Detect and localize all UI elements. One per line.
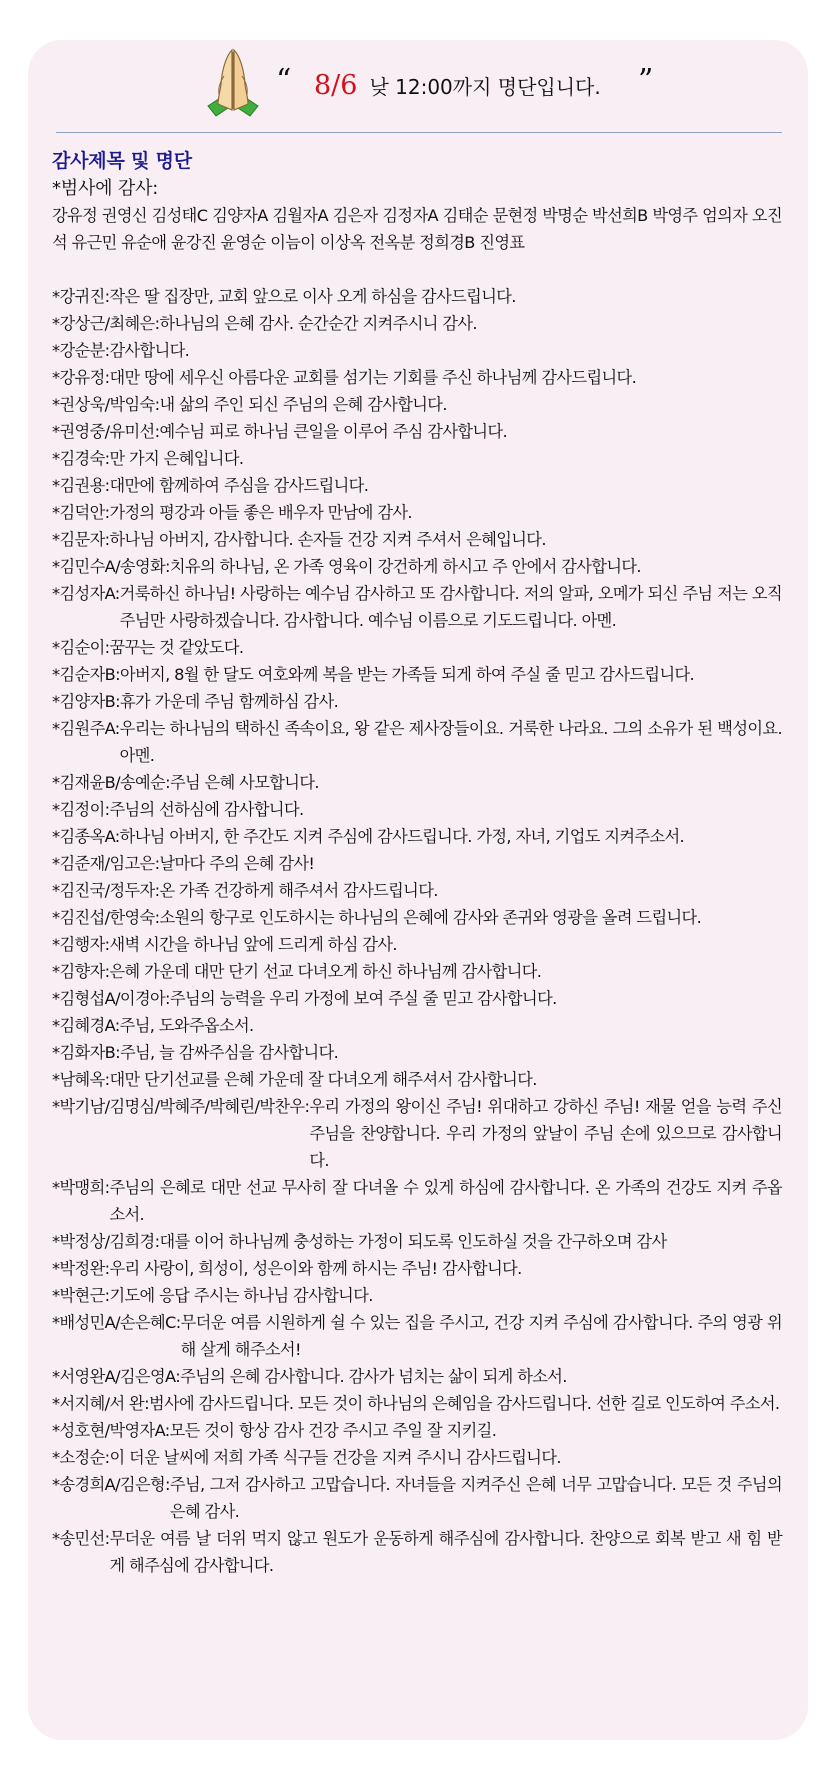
entry-message: 주님, 도와주옵소서. <box>119 1016 254 1035</box>
list-item <box>52 1012 782 1039</box>
entry-name: *김진섭/한영숙: <box>52 908 160 927</box>
entry-name: *박정상/김희경: <box>52 1232 160 1251</box>
entry-name: *박정완: <box>52 1259 110 1278</box>
list-item <box>52 769 782 796</box>
list-item <box>52 715 782 769</box>
entry-name: *김민수A/송영화: <box>52 557 170 576</box>
entry-name: *강순분: <box>52 341 110 360</box>
entry-name: *김향자: <box>52 962 110 981</box>
list-item <box>52 904 782 931</box>
entry-name: *송경희A/김은형: <box>52 1475 170 1494</box>
names-list: 강유정 권영신 김성태C 김양자A 김월자A 김은자 김정자A 김태순 문현정 박명순 박선희B 박영주 엄의자 오진석 유근민 유순애 윤강진 윤영순 이늠이 이상옥 전옥분 정희경B 진영표 <box>52 206 782 252</box>
entry-message: 우리는 하나님의 택하신 족속이요, 왕 같은 제사장들이요. 거룩한 나라요. 그의 소유가 된 백성이요. 아멘. <box>119 719 782 765</box>
entry-message: 이 더운 날씨에 저희 가족 식구들 건강을 지켜 주시니 감사드립니다. <box>109 1448 561 1467</box>
list-item <box>52 499 782 526</box>
entry-name: *김혜경A: <box>52 1016 120 1035</box>
entry-message: 우리 가정의 왕이신 주님! 위대하고 강하신 주님! 재물 얻을 능력 주신 주님을 찬양합니다. 우리 가정의 앞날이 주님 손에 있으므로 감사합니다. <box>309 1097 782 1170</box>
content <box>52 148 782 1579</box>
headline <box>314 70 601 101</box>
list-item <box>52 1525 782 1579</box>
entry-message: 대만에 함께하여 주심을 감사드립니다. <box>109 476 369 495</box>
list-item <box>52 1228 782 1255</box>
entry-message: 주님, 그저 감사하고 고맙습니다. 자녀들을 지켜주신 은혜 너무 고맙습니다. 모든 것 주님의 은혜 감사. <box>169 1475 782 1521</box>
entry-message: 치유의 하나님, 온 가족 영육이 강건하게 하시고 주 안에서 감사합니다. <box>169 557 641 576</box>
entry-message: 감사합니다. <box>109 341 190 360</box>
entry-message: 소원의 항구로 인도하시는 하나님의 은혜에 감사와 존귀와 영광을 올려 드립니다. <box>159 908 702 927</box>
notice-card <box>28 40 808 1740</box>
entry-message: 하나님 아버지, 감사합니다. 손자들 건강 지켜 주셔서 은혜입니다. <box>109 530 546 549</box>
entry-message: 범사에 감사드립니다. 모든 것이 하나님의 은혜임을 감사드립니다. 선한 길로 인도하여 주소서. <box>148 1394 780 1413</box>
list-item <box>52 1282 782 1309</box>
entry-name: *김덕안: <box>52 503 110 522</box>
list-item <box>52 580 782 634</box>
list-item <box>52 472 782 499</box>
entry-message: 대를 이어 하나님께 충성하는 가정이 되도록 인도하실 것을 간구하오며 감사 <box>159 1232 667 1251</box>
section-title: 감사제목 및 명단 <box>52 150 192 172</box>
close-quote: ” <box>638 63 654 98</box>
entry-message: 무더운 여름 시원하게 쉴 수 있는 집을 주시고, 건강 지켜 주심에 감사합니다. 주의 영광 위해 살게 해주소서! <box>180 1313 782 1359</box>
list-item <box>52 1309 782 1363</box>
praying-hands-icon <box>204 46 262 122</box>
list-item <box>52 661 782 688</box>
entry-name: *소정순: <box>52 1448 110 1467</box>
entry-message: 주님 은혜 사모합니다. <box>169 773 319 792</box>
entry-message: 새벽 시간을 하나님 앞에 드리게 하심 감사. <box>109 935 397 954</box>
entry-name: *남혜옥: <box>52 1070 110 1089</box>
list-item <box>52 796 782 823</box>
entry-message: 온 가족 건강하게 해주셔서 감사드립니다. <box>159 881 438 900</box>
entry-name: *김화자B: <box>52 1043 120 1062</box>
list-item <box>52 364 782 391</box>
entry-name: *박맹희: <box>52 1178 110 1197</box>
entry-message: 은혜 가운데 대만 단기 선교 다녀오게 하신 하나님께 감사합니다. <box>109 962 542 981</box>
entry-message: 주님, 늘 감싸주심을 감사합니다. <box>119 1043 339 1062</box>
entry-name: *배성민A/손은혜C: <box>52 1313 181 1332</box>
entry-message: 주님의 은혜 감사합니다. 감사가 넘치는 삶이 되게 하소서. <box>180 1367 567 1386</box>
header <box>28 40 808 132</box>
entry-message: 대만 땅에 세우신 아름다운 교회를 섬기는 기회를 주신 하나님께 감사드립니다. <box>109 368 637 387</box>
entry-name: *성호현/박영자A: <box>52 1421 170 1440</box>
deadline-text: 낮 12:00까지 명단입니다. <box>369 75 601 99</box>
entry-message: 아버지, 8월 한 달도 여호와께 복을 받는 가족들 되게 하여 주실 줄 믿고 감사드립니다. <box>119 665 695 684</box>
entry-message: 하나님 아버지, 한 주간도 지켜 주심에 감사드립니다. 가정, 자녀, 기업도 지켜주소서. <box>119 827 685 846</box>
list-item <box>52 445 782 472</box>
entry-message: 내 삶의 주인 되신 주님의 은혜 감사합니다. <box>159 395 447 414</box>
open-quote: “ <box>276 63 292 98</box>
list-item <box>52 1471 782 1525</box>
entry-message: 주님의 능력을 우리 가정에 보여 주실 줄 믿고 감사합니다. <box>169 989 557 1008</box>
list-item <box>52 1093 782 1174</box>
list-item <box>52 688 782 715</box>
list-item <box>52 283 782 310</box>
entry-message: 작은 딸 집장만, 교회 앞으로 이사 오게 하심을 감사드립니다. <box>109 287 516 306</box>
list-item <box>52 1066 782 1093</box>
entry-message: 대만 단기선교를 은혜 가운데 잘 다녀오게 해주셔서 감사합니다. <box>109 1070 537 1089</box>
list-item <box>52 391 782 418</box>
list-item <box>52 634 782 661</box>
entry-message: 꿈꾸는 것 같았도다. <box>109 638 244 657</box>
entry-name: *김진국/정두자: <box>52 881 160 900</box>
list-item <box>52 418 782 445</box>
list-item <box>52 1444 782 1471</box>
list-item <box>52 1039 782 1066</box>
entry-name: *김경숙: <box>52 449 110 468</box>
list-item <box>52 337 782 364</box>
list-item <box>52 931 782 958</box>
entry-message: 날마다 주의 은혜 감사! <box>159 854 315 873</box>
entry-name: *김문자: <box>52 530 110 549</box>
entry-message: 기도에 응답 주시는 하나님 감사합니다. <box>109 1286 373 1305</box>
entry-name: *김권용: <box>52 476 110 495</box>
entry-name: *권상욱/박임숙: <box>52 395 160 414</box>
entry-name: *김형섭A/이경아: <box>52 989 170 1008</box>
list-item <box>52 1390 782 1417</box>
entry-name: *김원주A: <box>52 719 120 738</box>
entry-name: *김재윤B/송예순: <box>52 773 170 792</box>
list-item <box>52 1174 782 1228</box>
entry-message: 예수님 피로 하나님 큰일을 이루어 주심 감사합니다. <box>159 422 508 441</box>
list-item <box>52 985 782 1012</box>
entry-message: 우리 사랑이, 희성이, 성은이와 함께 하시는 주님! 감사합니다. <box>109 1259 522 1278</box>
list-item <box>52 1417 782 1444</box>
list-item <box>52 553 782 580</box>
entry-message: 하나님의 은혜 감사. 순간순간 지켜주시니 감사. <box>159 314 477 333</box>
entry-name: *김성자A: <box>52 584 120 603</box>
list-item <box>52 850 782 877</box>
entry-message: 모든 것이 항상 감사 건강 주시고 주일 잘 지키길. <box>169 1421 497 1440</box>
entry-name: *김준재/임고은: <box>52 854 160 873</box>
entry-name: *강상근/최혜은: <box>52 314 160 333</box>
entry-message: 주님의 선하심에 감사합니다. <box>109 800 304 819</box>
entry-name: *김순자B: <box>52 665 120 684</box>
entry-name: *강귀진: <box>52 287 110 306</box>
list-item <box>52 526 782 553</box>
entry-message: 주님의 은혜로 대만 선교 무사히 잘 다녀올 수 있게 하심에 감사합니다. 온 가족의 건강도 지켜 주옵소서. <box>109 1178 782 1224</box>
deadline-date: 8/6 <box>314 70 358 101</box>
entry-name: *김정이: <box>52 800 110 819</box>
entry-name: *서지혜/서 완: <box>52 1394 149 1413</box>
entry-message: 만 가지 은혜입니다. <box>109 449 244 468</box>
spacer <box>52 256 782 283</box>
divider <box>56 132 782 133</box>
entry-name: *박현근: <box>52 1286 110 1305</box>
entry-message: 거룩하신 하나님! 사랑하는 예수님 감사하고 또 감사합니다. 저의 알파, 오메가 되신 주님 저는 오직 주님만 사랑하겠습니다. 감사합니다. 예수님 이름으로 기도드립니다. 아멘. <box>119 584 782 630</box>
entry-message: 가정의 평강과 아들 좋은 배우자 만남에 감사. <box>109 503 412 522</box>
list-item <box>52 310 782 337</box>
entry-name: *권영중/유미선: <box>52 422 160 441</box>
subheading: *범사에 감사: <box>52 178 159 199</box>
list-item <box>52 823 782 850</box>
entry-name: *김순이: <box>52 638 110 657</box>
list-item <box>52 1363 782 1390</box>
list-item <box>52 877 782 904</box>
list-item <box>52 958 782 985</box>
entry-name: *서영완A/김은영A: <box>52 1367 181 1386</box>
entry-name: *김행자: <box>52 935 110 954</box>
entry-name: *송민선: <box>52 1529 110 1548</box>
list-item <box>52 1255 782 1282</box>
entry-name: *김양자B: <box>52 692 120 711</box>
entry-message: 휴가 가운데 주님 함께하심 감사. <box>119 692 339 711</box>
entry-message: 무더운 여름 날 더위 먹지 않고 원도가 운동하게 해주심에 감사합니다. 찬양으로 회복 받고 새 힘 받게 해주심에 감사합니다. <box>109 1529 782 1575</box>
entries-list <box>52 283 782 1579</box>
entry-name: *강유정: <box>52 368 110 387</box>
entry-name: *김종옥A: <box>52 827 120 846</box>
entry-name: *박기남/김명심/박혜주/박혜린/박찬우: <box>52 1097 310 1116</box>
